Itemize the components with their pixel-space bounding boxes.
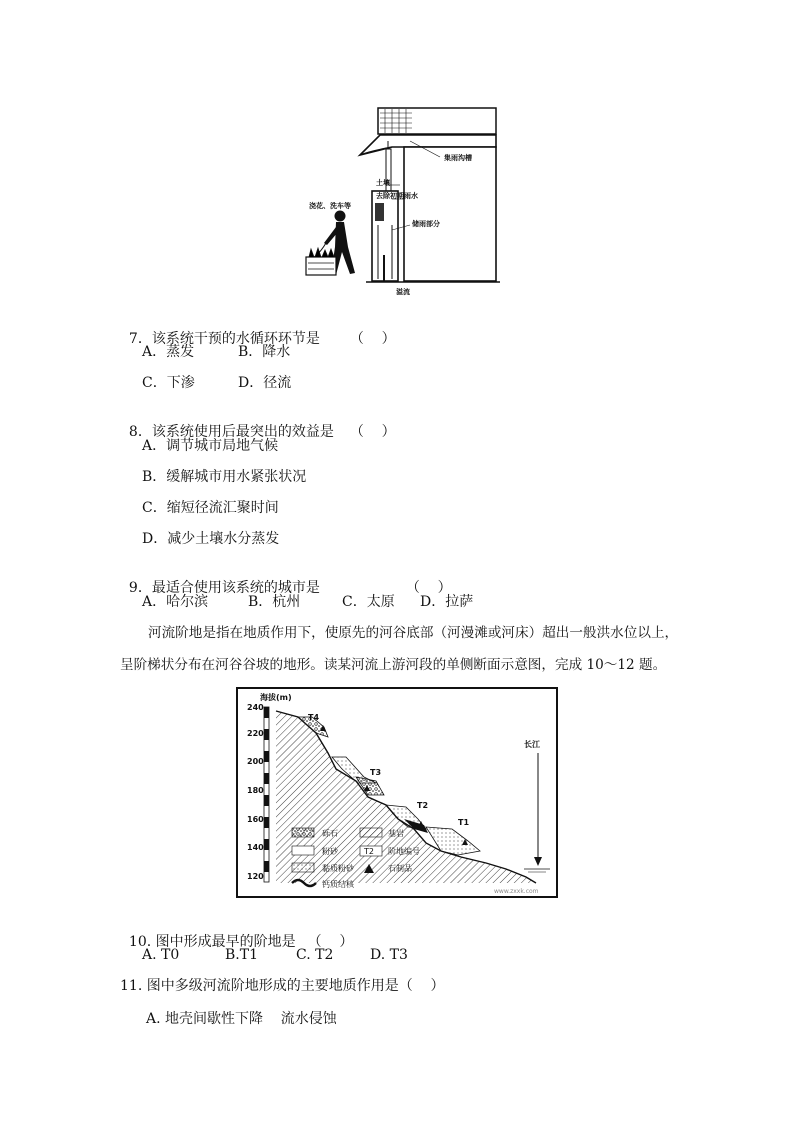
legend-clay-silt-swatch	[292, 863, 314, 872]
river-label: 长江	[524, 740, 540, 749]
question-7-option-b: B．降水	[238, 344, 291, 360]
tick-label: 180	[247, 786, 264, 795]
question-9-stem: 9．最适合使用该系统的城市是 （ ）	[128, 580, 452, 596]
river-terrace-figure	[236, 687, 558, 898]
legend-terrace-symbol: T2	[364, 847, 374, 856]
answer-bracket: （ ）	[349, 331, 396, 347]
rainwater-system-illustration	[300, 105, 510, 297]
legend-calcium: 钙质结核	[322, 880, 354, 889]
label-storage: 储雨部分	[412, 220, 440, 228]
terrace-label: T1	[458, 818, 470, 827]
question-11-option-a: A. 地壳间歇性下降 流水侵蚀	[146, 1011, 337, 1027]
question-8-stem: 8．该系统使用后最突出的效益是 （ ）	[128, 424, 396, 440]
question-9-option-b: B．杭州	[248, 594, 301, 610]
tick-label: 140	[247, 843, 264, 852]
tick-label: 120	[247, 872, 264, 881]
axis-title: 海拔(m)	[260, 693, 292, 702]
question-8-option-c: C．缩短径流汇聚时间	[142, 500, 279, 516]
legend-gravel-swatch	[292, 828, 314, 837]
tick-label: 220	[247, 729, 264, 738]
legend-silt: 粉砂	[322, 847, 338, 856]
legend-terrace-no: 阶地编号	[388, 847, 420, 856]
question-10-option-d: D. T3	[370, 947, 408, 963]
terrace-cross-section	[236, 687, 558, 898]
legend-stone-tool: 石制品	[388, 864, 412, 873]
legend-clay-silt: 黏质粉砂	[322, 864, 354, 873]
question-8-option-b: B．缓解城市用水紧张状况	[142, 469, 307, 485]
question-10-option-b: B.T1	[225, 947, 258, 963]
question-9-option-c: C．太原	[342, 594, 395, 610]
question-10-option-a: A. T0	[142, 947, 180, 963]
terrace-label: T2	[417, 801, 429, 810]
question-10-stem: 10. 图中形成最早的阶地是 （ ）	[128, 934, 354, 950]
passage-line-2: 呈阶梯状分布在河谷谷坡的地形。读某河流上游河段的单侧断面示意图，完成 10～12 题。	[120, 657, 667, 673]
label-gutter: 集雨沟槽	[444, 154, 472, 162]
legend-bedrock: 基岩	[388, 829, 404, 838]
question-8-option-d: D．减少土壤水分蒸发	[142, 531, 280, 547]
label-soil: 土壤	[376, 179, 390, 187]
label-overflow: 溢流	[396, 288, 410, 296]
tick-label: 240	[247, 703, 264, 712]
tick-label: 200	[247, 757, 264, 766]
legend-silt-swatch	[292, 846, 314, 855]
legend-gravel: 砾石	[322, 829, 338, 838]
terrace-label: T4	[308, 713, 320, 722]
question-11-stem: 11. 图中多级河流阶地形成的主要地质作用是（ ）	[120, 978, 445, 994]
answer-bracket: （ ）	[349, 424, 396, 440]
question-9-option-d: D．拉萨	[420, 594, 474, 610]
label-use: 浇花、洗车等	[309, 202, 351, 210]
question-7-option-a: A．蒸发	[142, 344, 195, 360]
answer-bracket: （ ）	[307, 934, 354, 950]
terrace-label: T3	[370, 768, 382, 777]
question-9-option-a: A．哈尔滨	[142, 594, 209, 610]
question-8-option-a: A．调节城市局地气候	[142, 438, 279, 454]
tick-label: 160	[247, 815, 264, 824]
legend-bedrock-swatch	[360, 828, 382, 837]
question-10-option-c: C. T2	[296, 947, 334, 963]
question-7-option-c: C．下渗	[142, 375, 195, 391]
passage-line-1: 河流阶地是指在地质作用下，使原先的河谷底部（河漫滩或河床）超出一般洪水位以上，	[148, 625, 679, 641]
question-7-stem: 7．该系统干预的水循环环节是 （ ）	[128, 331, 396, 347]
rainwater-system-figure	[300, 105, 510, 297]
watermark: www.zxxk.com	[494, 888, 539, 895]
label-remove-initial: 去除初期雨水	[376, 192, 418, 200]
answer-bracket: （ ）	[405, 580, 452, 596]
question-7-option-d: D．径流	[238, 375, 292, 391]
